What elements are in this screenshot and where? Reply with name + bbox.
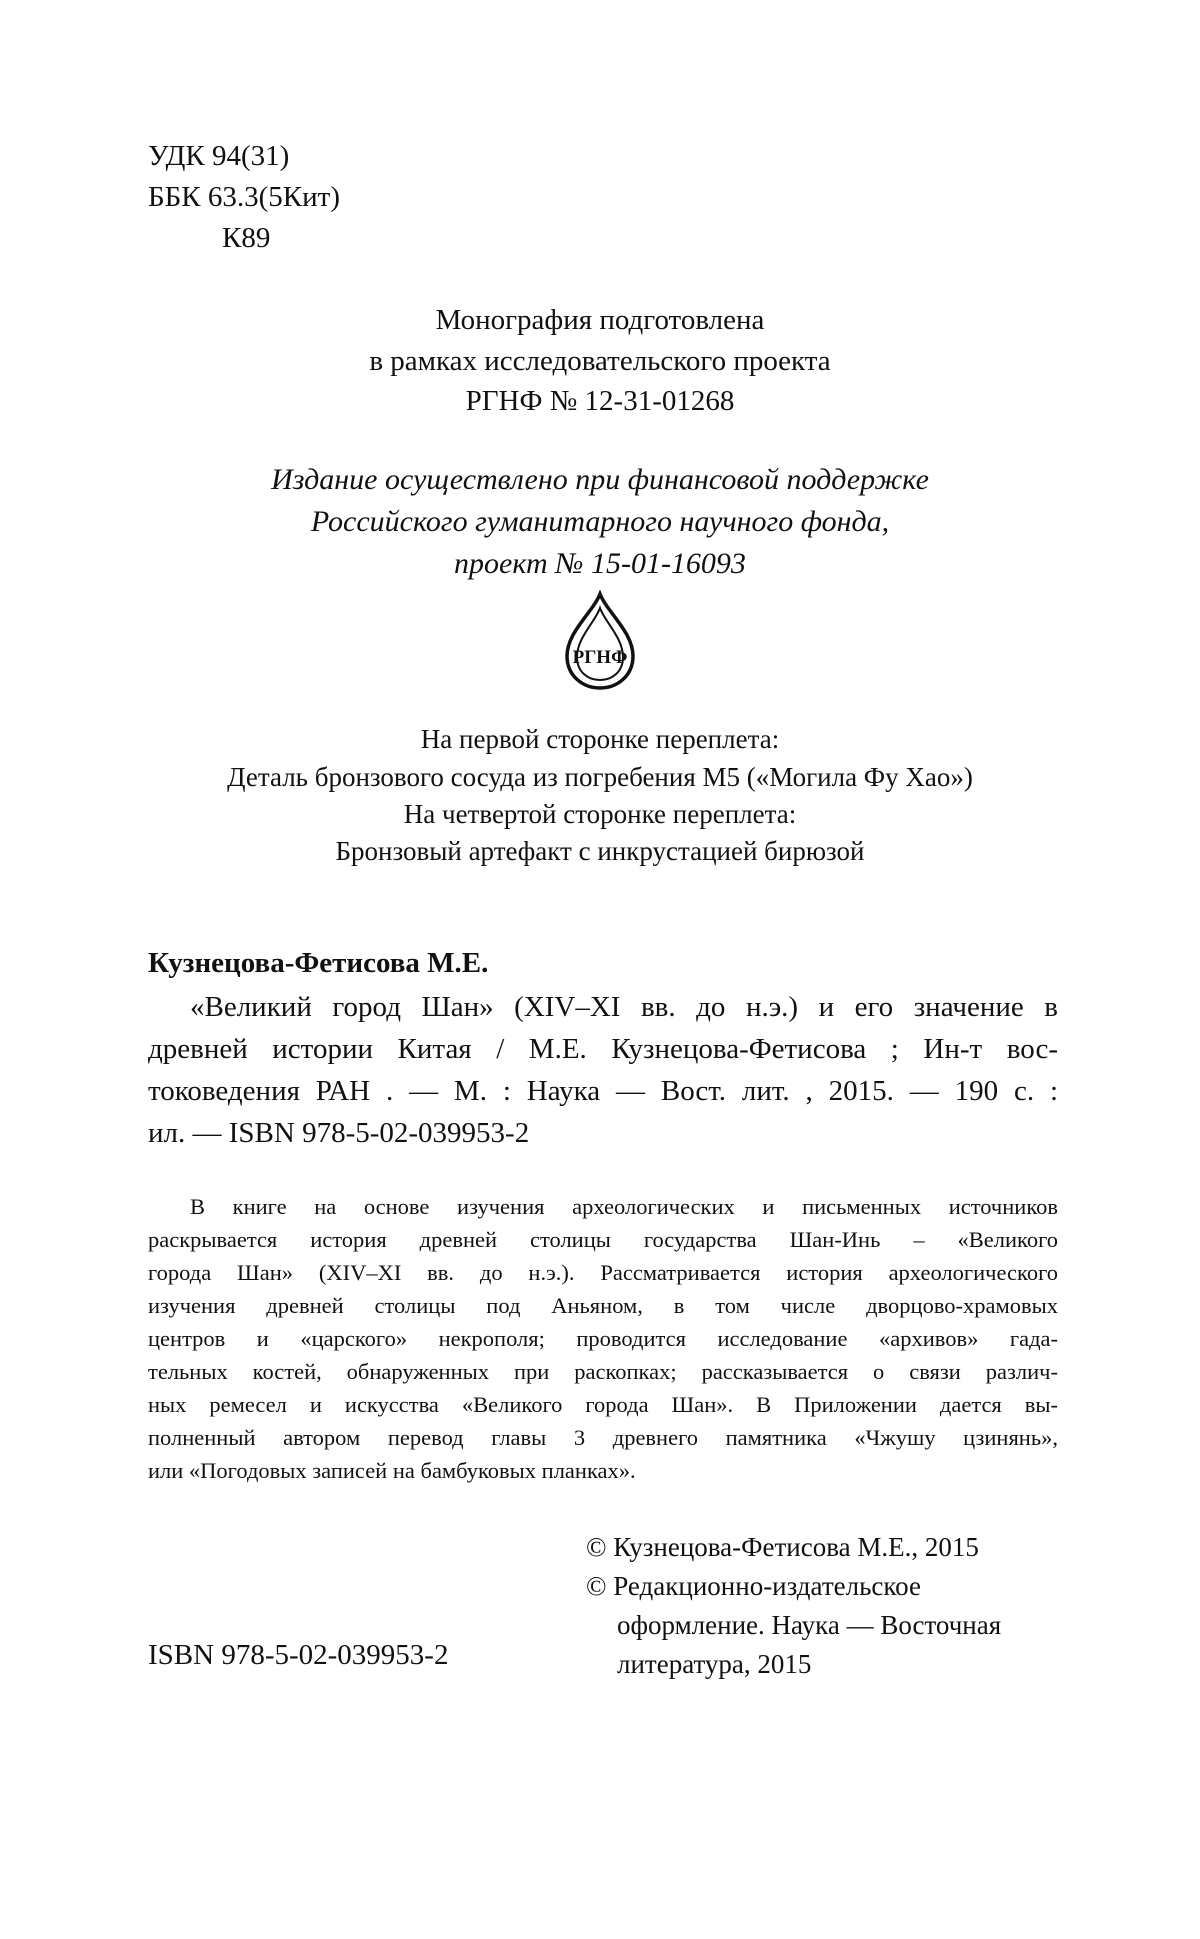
abstract-line-2: раскрывается история древней столицы государства Шан-Инь – «Великого (148, 1227, 1058, 1252)
funding-note-line-3: проект № 15-01-16093 (454, 547, 746, 580)
abstract-line-9: или «Погодовых записей на бамбуковых планках». (148, 1458, 636, 1483)
author-name: Кузнецова-Фетисова М.Е. (148, 947, 489, 979)
cover-note-line-4: Бронзовый артефакт с инкрустацией бирюзой (335, 836, 865, 866)
rgnf-logo-text: РГНФ (572, 647, 628, 668)
rgnf-logo-icon (559, 590, 641, 692)
abstract-line-7: ных ремесел и искусства «Великого города Шан». В Приложении дается вы- (148, 1392, 1058, 1417)
funding-note-line-2: Российского гуманитарного научного фонда, (310, 505, 890, 538)
biblio-line-4: ил. — ISBN 978-5-02-039953-2 (148, 1117, 530, 1149)
copyright-author: © Кузнецова-Фетисова М.Е., 2015 (586, 1532, 979, 1562)
biblio-line-1: «Великий город Шан» (XIV–XI вв. до н.э.) и его значение в (190, 991, 1058, 1023)
funding-note-line-1: Издание осуществлено при финансовой поддержке (271, 463, 929, 496)
abstract-line-8: полненный автором перевод главы 3 древнего памятника «Чжушу цзинянь», (148, 1425, 1058, 1450)
abstract-line-3: города Шан» (XIV–XI вв. до н.э.). Рассматривается история археологического (148, 1260, 1058, 1285)
biblio-line-3: токоведения РАН . — М. : Наука — Вост. лит. , 2015. — 190 с. : (148, 1075, 1058, 1107)
biblio-line-2: древней истории Китая / М.Е. Кузнецова-Фетисова ; Ин-т вос- (148, 1033, 1058, 1065)
isbn: ISBN 978-5-02-039953-2 (148, 1639, 449, 1671)
copyright-publisher-line-1: © Редакционно-издательское (586, 1571, 921, 1601)
copyright-publisher-line-2: оформление. Наука — Восточная (617, 1610, 1002, 1640)
abstract-line-5: центров и «царского» некрополя; проводится исследование «архивов» гада- (148, 1326, 1058, 1351)
abstract-line-4: изучения древней столицы под Аньяном, в том числе дворцово-храмовых (148, 1293, 1058, 1318)
monograph-note-line-1: Монография подготовлена (435, 304, 765, 336)
copyright-publisher-line-3: литература, 2015 (617, 1649, 812, 1679)
cover-note-line-3: На четвертой сторонке переплета: (403, 799, 797, 829)
cover-note-line-2: Деталь бронзового сосуда из погребения М5 («Могила Фу Хао») (227, 762, 973, 792)
monograph-note-line-3: РГНФ № 12-31-01268 (465, 385, 735, 417)
abstract-line-1: В книге на основе изучения археологических и письменных источников (190, 1194, 1058, 1219)
abstract-line-6: тельных костей, обнаруженных при раскопках; рассказывается о связи различ- (148, 1359, 1058, 1384)
monograph-note-line-2: в рамках исследовательского проекта (369, 345, 831, 377)
bbk-code: ББК 63.3(5Кит) (148, 181, 340, 213)
udk-code: УДК 94(31) (148, 140, 290, 172)
cover-note-line-1: На первой сторонке переплета: (420, 724, 780, 754)
author-mark: К89 (222, 222, 271, 254)
